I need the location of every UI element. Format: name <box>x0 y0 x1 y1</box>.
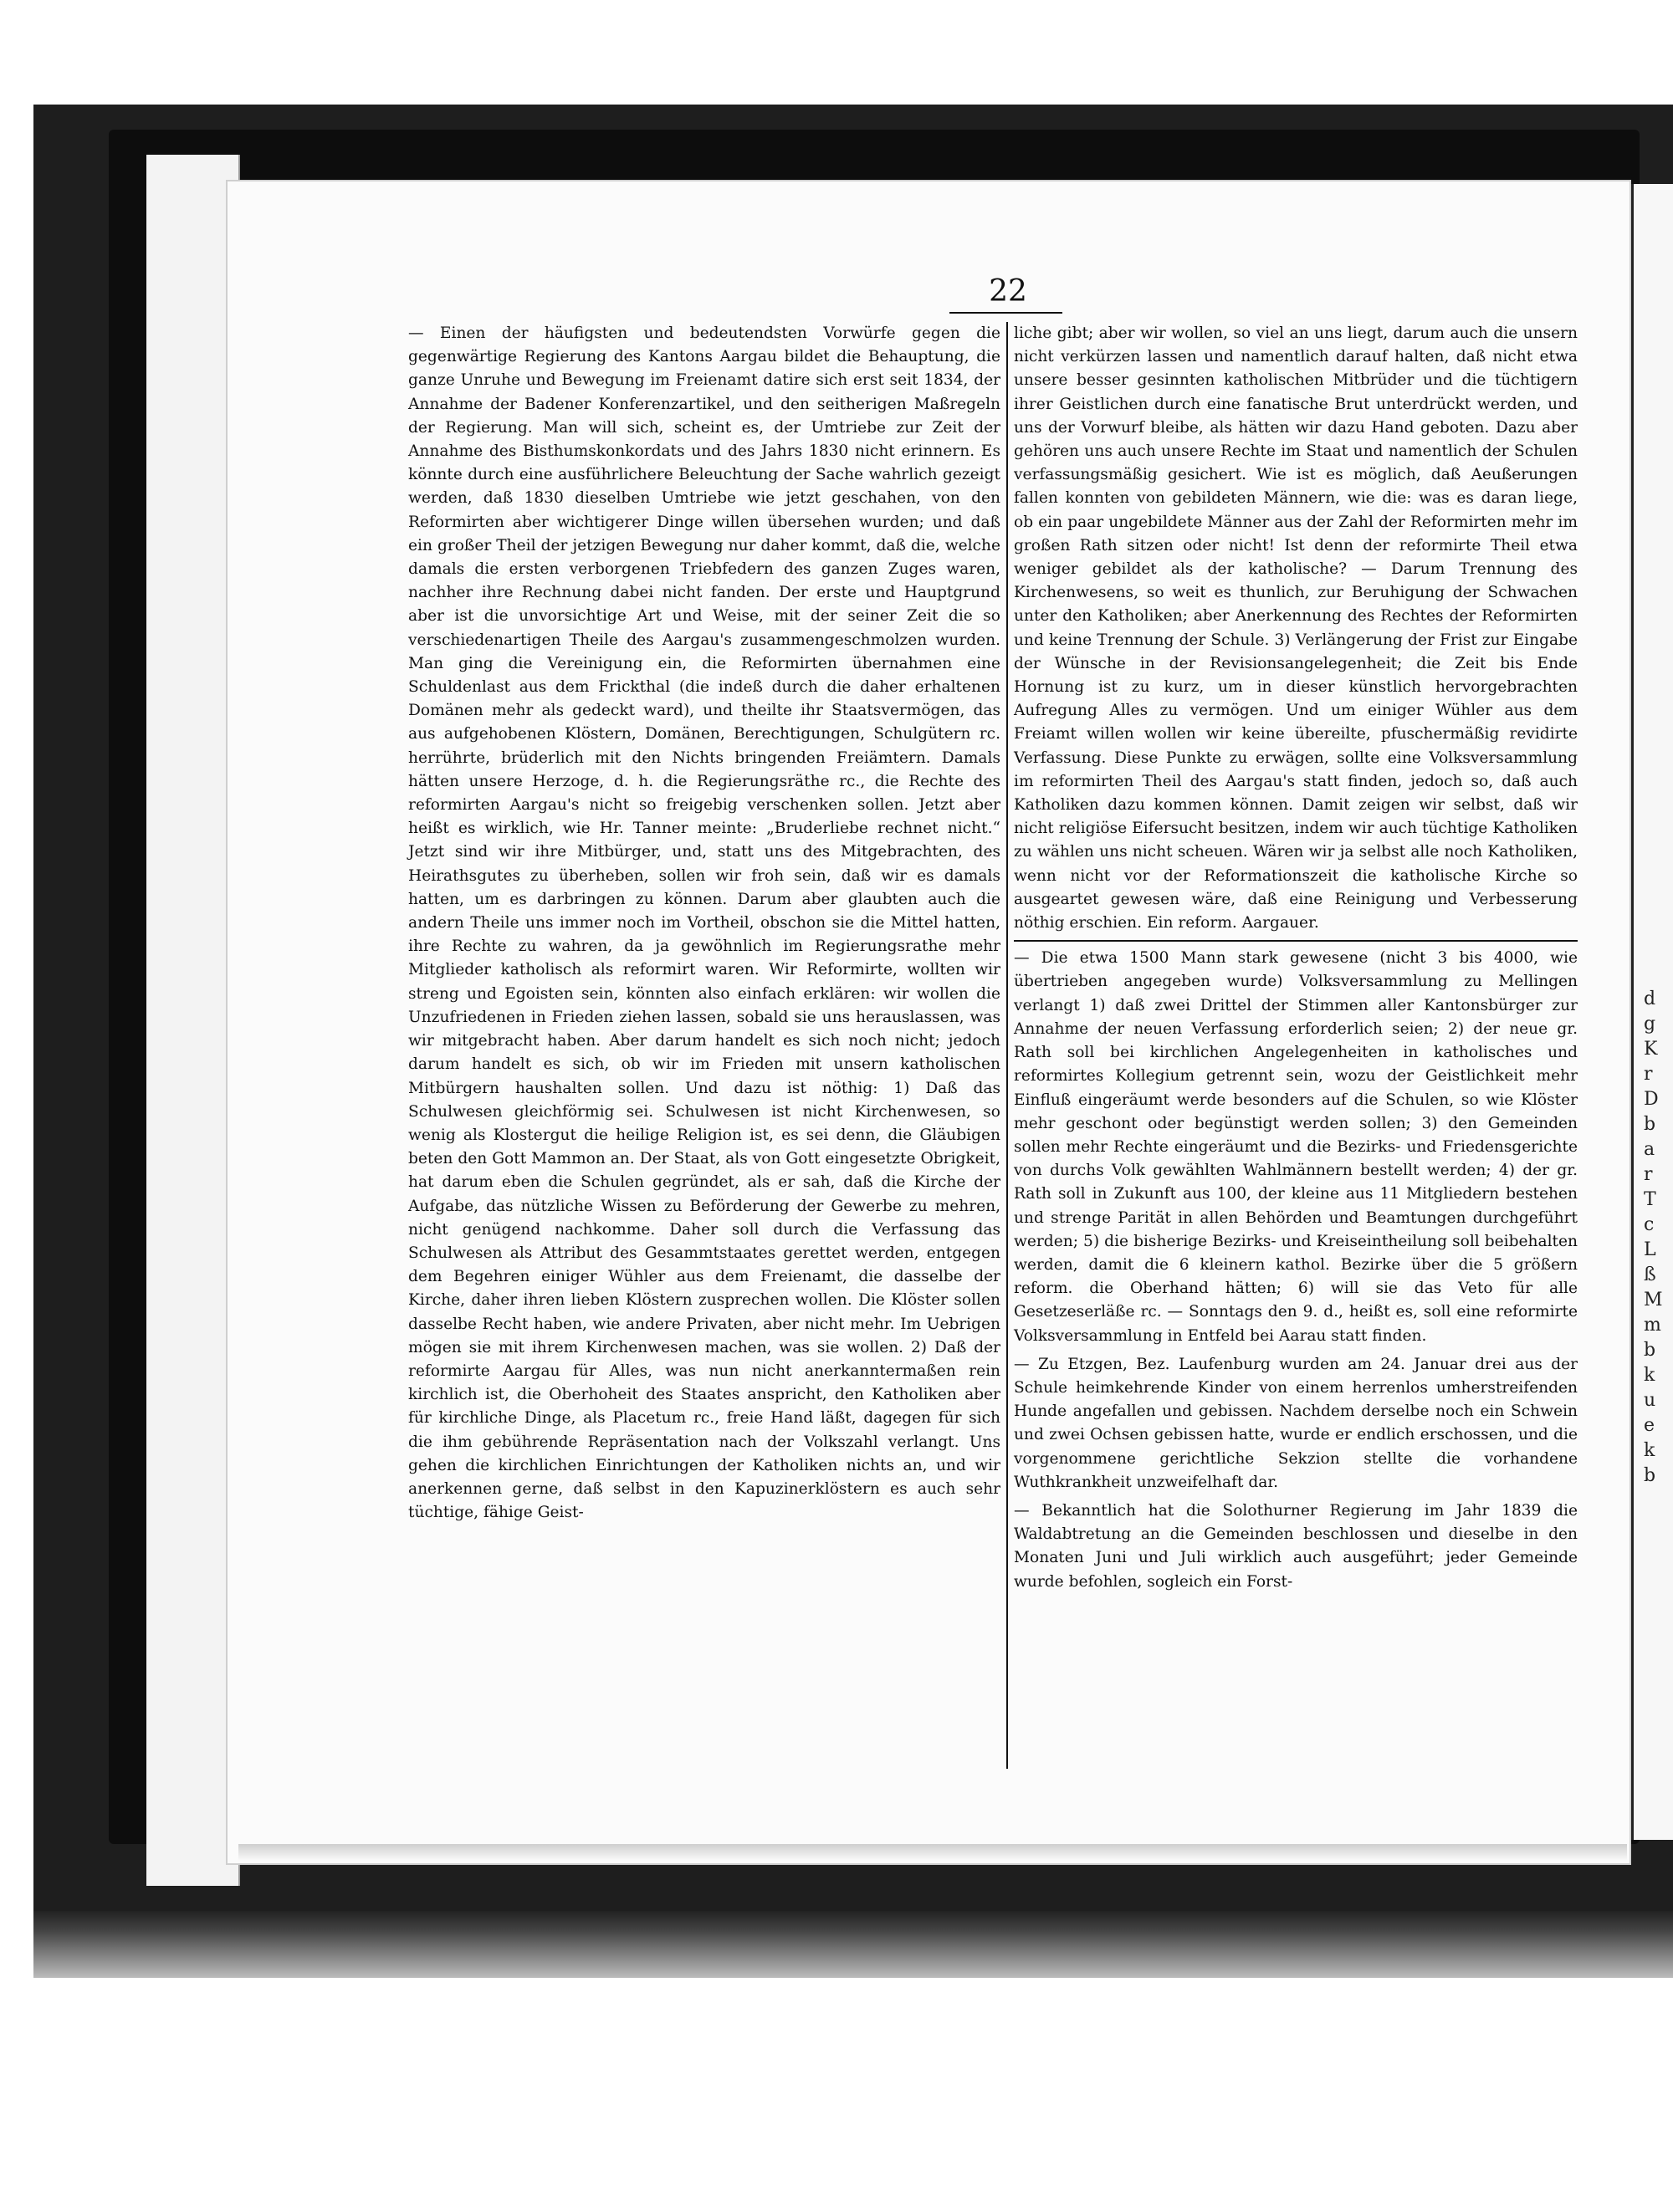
page-number: 22 <box>989 274 1027 309</box>
article-separator <box>1014 940 1578 942</box>
article-paragraph: — Zu Etzgen, Bez. Laufenburg wurden am 24. Januar drei aus der Schule heimkehrende Kinder von einem herrenlos umherstreifenden Hunde angefallen und gebissen. Nachdem derselbe noch ein Schwein und zwei Ochsen gebissen hatte, wurde er endlich erschossen, und die vorgenommene gerichtliche Sekzion stellte die vorhandene Wuthkrankheit unzweifelhaft dar. <box>1014 1355 1578 1491</box>
left-column <box>408 322 1000 1525</box>
page-number-rule <box>949 312 1062 314</box>
scan-bottom-edge <box>33 1911 1673 1978</box>
article-paragraph: — Einen der häufigsten und bedeutendsten Vorwürfe gegen die gegenwärtige Regierung des Kantons Aargau bildet die Behauptung, die ganze Unruhe und Bewegung im Freienamt datire sich erst seit 1834, der Annahme der Badener Konferenzartikel, und den seitherigen Maßregeln der Regierung. Man will sich, scheint es, der Umtriebe zur Zeit der Annahme des Bisthumskonkordats und des Jahrs 1830 nicht erinnern. Es könnte durch eine ausführlichere Beleuchtung der Sache wahrlich gezeigt werden, daß 1830 dieselben Umtriebe wie jetzt geschahen, von den Reformirten aber wichtigerer Dinge willen übersehen wurden; und daß ein großer Theil der jetzigen Bewegung nur daher kommt, daß die, welche damals die ersten verborgenen Triebfedern des ganzen Zuges waren, nachher ihre Rechnung dabei nicht fanden. Der erste und Hauptgrund aber ist die unvorsichtige Art und Weise, mit der seiner Zeit die so verschiedenartigen Theile des Aargau's zusammengeschmolzen wurden. Man ging die Vereinigung ein, die Reformirten übernahmen eine Schuldenlast aus dem Frickthal (die indeß durch die daher erhaltenen Domänen mehr als gedeckt ward), und theilte ihr Staatsvermögen, das aus aufgehobenen Klöstern, Domänen, Berechtigungen, Schulgütern rc. herrührte, brüderlich mit den Nichts bringenden Freiämtern. Damals hätten unsere Herzoge, d. h. die Regierungsräthe rc., die Rechte des reformirten Aargau's nicht so freigebig verschenken sollen. Jetzt aber heißt es wirklich, wie Hr. Tanner meinte: „Bruderliebe rechnet nicht.“ Jetzt sind wir ihre Mitbürger, und, statt uns des Mitgebrachten, des Heirathsgutes zu überheben, sollen wir froh sein, daß wir es damals hatten, um es darbringen zu können. Darum aber glaubten auch die andern Theile uns immer noch im Vortheil, obschon sie die Mittel hatten, ihre Rechte zu wahren, da ja gewöhnlich im Regierungsrathe mehr Mitglieder katholisch als reformirt waren. Wir Reformirte, wollten wir streng und Egoisten sein, könnten also einfach erklären: wir wollen die Unzufriedenen in Frieden ziehen lassen, sobald sie uns herauslassen, was wir mitgebracht haben. Aber darum handelt es sich noch nicht; jedoch darum handelt es sich, ob wir im Frieden mit unsern katholischen Mitbürgern haushalten sollen. Und dazu ist nöthig: 1) Daß das Schulwesen gleichförmig sei. Schulwesen ist nicht Kirchenwesen, so wenig als Klostergut die heilige Religion ist, es sei denn, die Gläubigen beten den Gott Mammon an. Der Staat, als von Gott eingesetzte Obrigkeit, hat darum eben die Schulen gegründet, als er sah, daß die Kirche der Aufgabe, das nützliche Wissen zu Beförderung der Gewerbe zu mehren, nicht genügend nachkomme. Daher soll durch die Verfassung das Schulwesen als Attribut des Gesammtstaates gerettet werden, entgegen dem Begehren einiger Wühler aus dem Freienamt, die dasselbe der Kirche, daher ihren lieben Klöstern zusprechen wollen. Die Klöster sollen dasselbe Recht haben, wie andere Privaten, aber nicht mehr. Im Uebrigen mögen sie mit ihrem Kirchenwesen machen, was sie wollen. 2) Daß der reformirte Aargau für Alles, was nun nicht anerkanntermaßen rein kirchlich ist, die Oberhoheit des Staates anspricht, den Katholiken aber für kirchliche Dinge, als Placetum rc., freie Hand läßt, dagegen für sich die ihm gebührende Repräsentation nach der Volkszahl verlangt. Uns gehen die kirchlichen Einrichtungen der Katholiken nichts an, und wir anerkennen gerne, daß selbst in den Kapuzinerklöstern es auch sehr tüchtige, fähige Geist- <box>408 324 1000 1522</box>
page-shadow <box>238 1844 1627 1861</box>
next-page-fragment: d g K r D b a r T c L ß M m b k u e k b <box>1644 989 1663 1486</box>
article-paragraph: — Bekanntlich hat die Solothurner Regierung im Jahr 1839 die Waldabtretung an die Gemeinden beschlossen und dieselbe in den Monaten Juni und Juli wirklich auch ausgeführt; jeder Gemeinde wurde befohlen, sogleich ein Forst- <box>1014 1501 1578 1591</box>
article-paragraph: — Die etwa 1500 Mann stark gewesene (nicht 3 bis 4000, wie übertrieben angegeben wurde) Volksversammlung zu Mellingen verlangt 1) daß zwei Drittel der Stimmen aller Kantonsbürger zur Annahme der neuen Verfassung erforderlich seien; 2) der neue gr. Rath soll bei kirchlichen Angelegenheiten in katholisches und reformirtes Kollegium getrennt sein, wozu der Geistlichkeit mehr Einfluß eingeräumt werde besonders auf die Schulen, so wie Klöster mehr geschont oder begünstigt werden sollen; 3) den Gemeinden sollen mehr Rechte eingeräumt und die Bezirks- und Friedensgerichte von durchs Volk gewählten Wahlmännern bestellt werden; 4) der gr. Rath soll in Zukunft aus 100, der kleine aus 11 Mitgliedern bestehen und strenge Parität in allen Behörden und Beamtungen durchgeführt werden; 5) die bisherige Bezirks- und Kreiseintheilung soll beibehalten werden, damit die 6 kleinern kathol. Bezirke über die 5 größern reform. die Oberhand hätten; 6) will sie das Veto für alle Gesetzeserläße rc. — Sonntags den 9. d., heißt es, soll eine reformirte Volksversammlung in Entfeld bei Aarau statt finden. <box>1014 949 1578 1345</box>
column-divider <box>1006 322 1008 1769</box>
article-paragraph: liche gibt; aber wir wollen, so viel an uns liegt, darum auch die unsern nicht verkürzen lassen und namentlich darauf halten, daß nicht etwa unsere besser gesinnten katholischen Mitbrüder und die tüchtigern ihrer Geistlichen durch eine fanatische Brut unterdrückt werden, und uns der Vorwurf bleibe, als hätten wir dazu Hand geboten. Dazu aber gehören uns auch unsere Rechte im Staat und namentlich der Schulen verfassungsmäßig gesichert. Wie ist es möglich, daß Aeußerungen fallen konnten von gebildeten Männern, wie die: was es daran liege, ob ein paar ungebildete Männer aus der Zahl der Reformirten mehr im großen Rath sitzen oder nicht! Ist denn der reformirte Theil etwa weniger gebildet als der katholische? — Darum Trennung des Kirchenwesens, so weit es thunlich, zur Beruhigung der Schwachen unter den Katholiken; aber Anerkennung des Rechtes der Reformirten und keine Trennung der Schule. 3) Verlängerung der Frist zur Eingabe der Wünsche in der Revisionsangelegenheit; die Zeit bis Ende Hornung ist zu kurz, um in dieser künstlich hervorgebrachten Aufregung Alles zu vermögen. Und um einiger Wühler aus dem Freiamt willen wollen wir keine übereilte, pfuschermäßig revidirte Verfassung. Diese Punkte zu erwägen, sollte eine Volksversammlung im reformirten Theil des Aargau's statt finden, jedoch so, daß auch Katholiken dazu kommen können. Damit zeigen wir selbst, daß wir nicht religiöse Eifersucht besitzen, indem wir auch tüchtige Katholiken zu wählen uns nicht scheuen. Wären wir ja selbst alle noch Katholiken, wenn nicht vor der Reformationszeit die katholische Kirche so ausgeartet gewesen wäre, daß eine Reinigung und Verbesserung nöthig erschien. Ein reform. Aargauer. <box>1014 324 1578 932</box>
right-column <box>1014 322 1578 1594</box>
